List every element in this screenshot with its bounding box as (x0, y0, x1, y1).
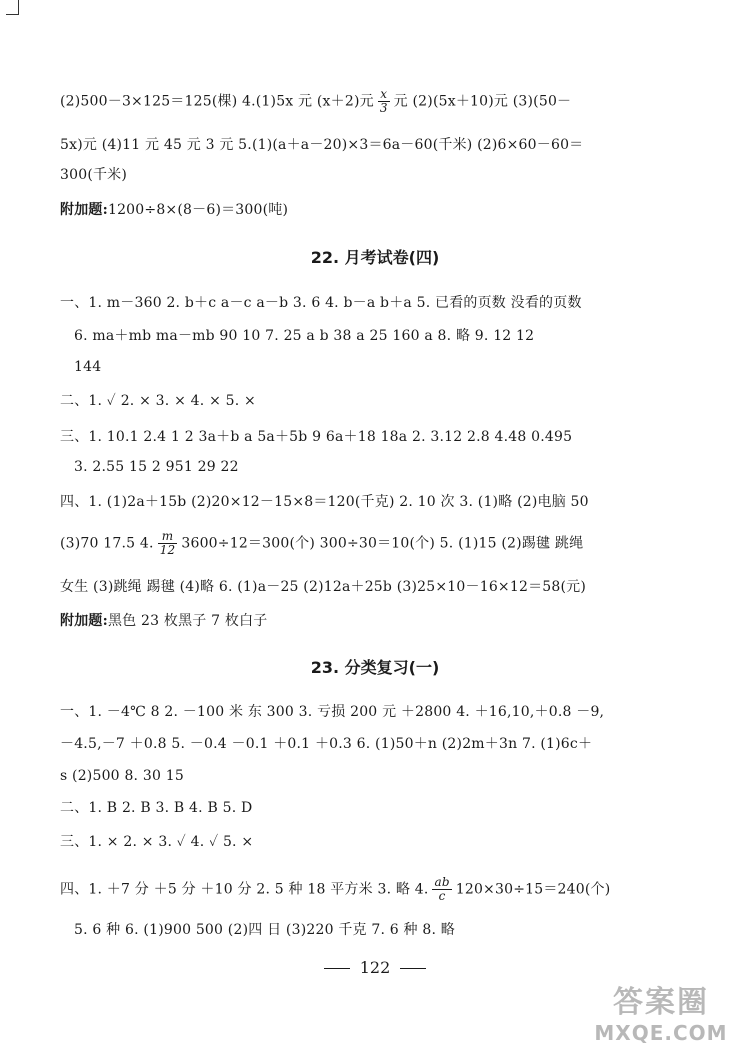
fraction: $\frac{m}{12}$ (159, 529, 176, 557)
answer-line: 5. 6 种 6. (1)900 500 (2)四 日 (3)220 千克 7. 6 种 8. 略 (74, 922, 456, 938)
extra-question-line: 附加题:1200÷8×(8－6)＝300(吨) (60, 202, 289, 218)
section-title: 23. 分类复习(一) (310, 658, 440, 677)
answer-line: 144 (74, 359, 102, 375)
fraction: $\frac{ab}{c}$ (434, 875, 450, 903)
extra-question-label: 附加题: (60, 613, 108, 629)
answer-line: s (2)500 8. 30 15 (60, 768, 184, 784)
answer-line: 300(千米) (60, 167, 128, 183)
answer-line: 三、1. 10.1 2.4 1 2 3a＋b a 5a＋5b 9 6a＋18 18a 2. 3.12 2.8 4.48 0.495 (60, 429, 573, 445)
fraction: $\frac{x}{3}$ (379, 87, 388, 115)
answer-line: 四、1. ＋7 分 ＋5 分 ＋10 分 2. 5 种 18 平方米 3. 略 4. $\frac{ab}{c}$ 120×30÷15＝240(个) (60, 875, 611, 903)
answer-line: 二、1. ✓ 2. × 3. × 4. × 5. × (60, 393, 256, 409)
answer-line: 3. 2.55 15 2 951 29 22 (74, 459, 239, 475)
answer-line: 5x)元 (4)11 元 45 元 3 元 5.(1)(a＋a－20)×3＝6a－60(千米) (2)6×60－60＝ (60, 137, 584, 153)
section-title: 22. 月考试卷(四) (310, 248, 440, 267)
answer-line: 四、1. (1)2a＋15b (2)20×12－15×8＝120(千克) 2. 10 次 3. (1)略 (2)电脑 50 (60, 494, 589, 510)
watermark-logo: 答案圈 MXQE.COM (594, 985, 728, 1045)
answer-line: 女生 (3)跳绳 踢毽 (4)略 6. (1)a－25 (2)12a＋25b (3)25×10－16×12＝58(元) (60, 579, 587, 595)
extra-question-label: 附加题: (60, 202, 108, 218)
extra-question-line: 附加题:黑色 23 枚黑子 7 枚白子 (60, 613, 268, 629)
answer-line: 6. ma＋mb ma－mb 90 10 7. 25 a b 38 a 25 160 a 8. 略 9. 12 12 (74, 328, 535, 344)
answer-line: 一、1. m－360 2. b＋c a－c a－b 3. 6 4. b－a b＋a 5. 已看的页数 没看的页数 (60, 295, 582, 311)
answer-line: (2)500－3×125＝125(棵) 4.(1)5x 元 (x＋2)元 $\frac{x}{3}$ 元 (2)(5x＋10)元 (3)(50－ (60, 87, 572, 115)
page-number: 122 (0, 958, 750, 977)
answer-line: 三、1. × 2. × 3. ✓ 4. ✓ 5. × (60, 834, 254, 850)
crop-mark (6, 0, 19, 15)
answer-line: －4.5,－7 ＋0.8 5. －0.4 －0.1 ＋0.1 ＋0.3 6. (1)50＋n (2)2m＋3n 7. (1)6c＋ (60, 736, 593, 752)
answer-line: 一、1. －4℃ 8 2. －100 米 东 300 3. 亏损 200 元 ＋2800 4. ＋16,10,＋0.8 －9, (60, 704, 605, 720)
answer-line: 二、1. B 2. B 3. B 4. B 5. D (60, 800, 253, 816)
answer-line: (3)70 17.5 4. $\frac{m}{12}$ 3600÷12＝300(个) 300÷30＝10(个) 5. (1)15 (2)踢毽 跳绳 (60, 529, 584, 557)
